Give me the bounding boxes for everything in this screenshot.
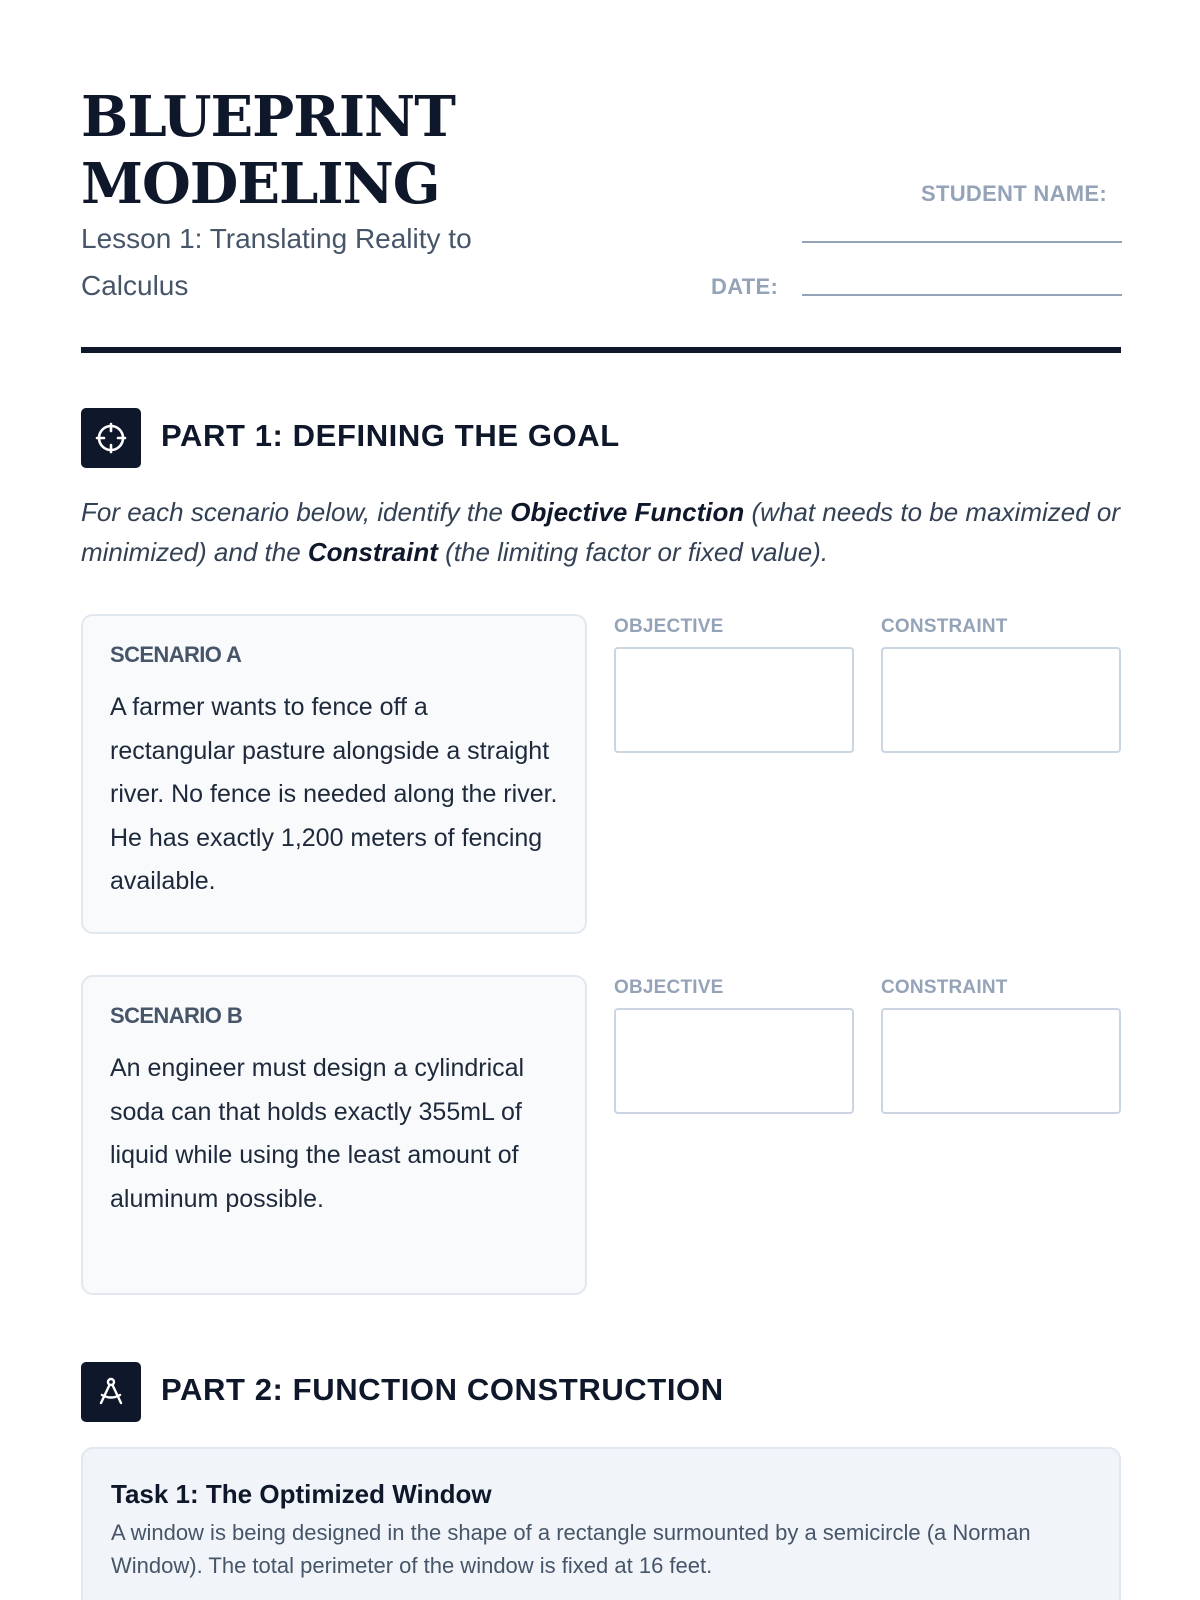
student-name-line[interactable]	[802, 241, 1122, 243]
lesson-subtitle: Lesson 1: Translating Reality to Calculus	[81, 223, 472, 301]
part-2-title: PART 2: FUNCTION CONSTRUCTION	[161, 1372, 724, 1407]
task-1-text: A window is being designed in the shape of a rectangle surmounted by a semicircle (a Norman Window). The total perimeter of the window is fixed at 16 feet.	[111, 1520, 1031, 1578]
scenario-a-card	[81, 614, 587, 934]
worksheet-title	[81, 84, 561, 218]
scenario-b-constraint-box[interactable]	[881, 1008, 1121, 1114]
worksheet-page	[81, 0, 1121, 1600]
objective-function-term: Objective Function	[510, 497, 745, 527]
header-divider	[81, 347, 1121, 353]
instructions-text-1: For each scenario below, identify the	[81, 497, 511, 527]
instructions-text-2: (what needs to be maximized or minimized) and the	[81, 497, 1121, 567]
student-name-label: STUDENT NAME:	[920, 181, 1107, 206]
part-1-title: PART 1: DEFINING THE GOAL	[161, 418, 620, 453]
scenario-a-constraint-label: CONSTRAINT	[881, 616, 1008, 637]
task-1-card	[81, 1447, 1121, 1600]
scenario-a-constraint-box[interactable]	[881, 647, 1121, 753]
title-line-2: MODELING	[81, 151, 440, 217]
date-line[interactable]	[802, 294, 1122, 296]
constraint-term: Constraint	[307, 537, 438, 567]
scenario-b-card	[81, 975, 587, 1295]
date-label: DATE:	[711, 274, 779, 299]
scenario-a-label: SCENARIO A	[110, 642, 242, 667]
crosshair-icon	[81, 408, 141, 468]
scenario-a-objective-box[interactable]	[614, 647, 854, 753]
task-1-title: Task 1: The Optimized Window	[111, 1479, 492, 1509]
instructions-text-3: (the limiting factor or fixed value).	[437, 537, 829, 567]
scenario-b-constraint-label: CONSTRAINT	[881, 977, 1008, 998]
part-1-instructions	[81, 492, 1121, 572]
scenario-b-objective-label: OBJECTIVE	[614, 977, 724, 998]
compass-icon	[81, 1362, 141, 1422]
scenario-b-text: An engineer must design a cylindrical soda can that holds exactly 355mL of liquid while using the least amount of aluminum possible.	[110, 1054, 525, 1213]
scenario-a-text: A farmer wants to fence off a rectangular pasture alongside a straight river. No fence is needed along the river. He has exactly 1,200 meters of fencing available.	[110, 693, 558, 895]
scenario-b-objective-box[interactable]	[614, 1008, 854, 1114]
title-line-1: BLUEPRINT	[81, 84, 455, 150]
scenario-b-label: SCENARIO B	[110, 1003, 243, 1028]
scenario-a-objective-label: OBJECTIVE	[614, 616, 724, 637]
